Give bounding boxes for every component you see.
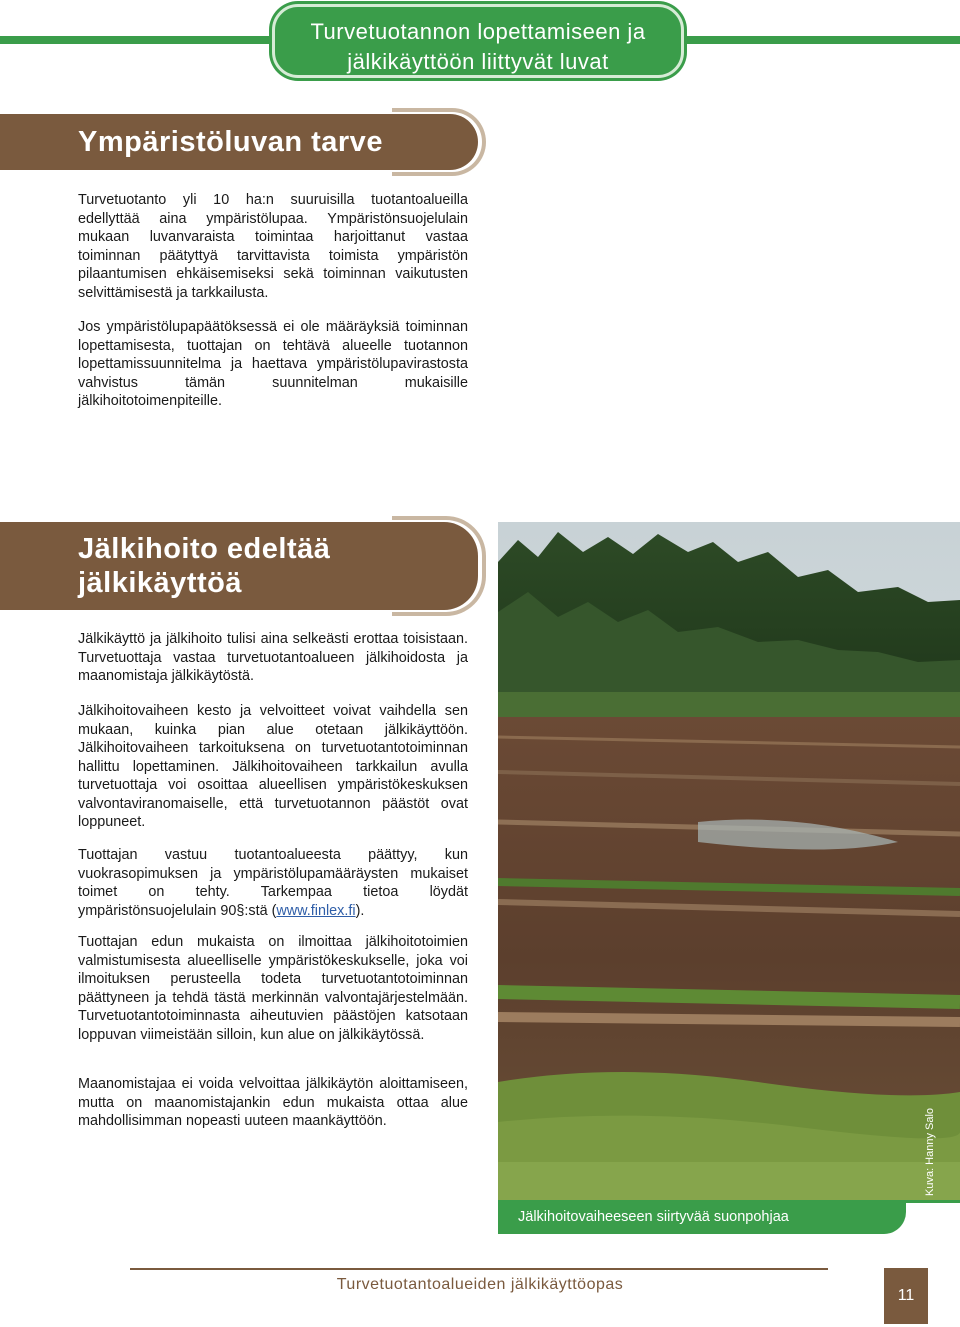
finlex-link[interactable]: www.finlex.fi xyxy=(276,902,356,919)
paragraph xyxy=(78,846,468,920)
footer-rule xyxy=(130,1268,828,1270)
chapter-badge xyxy=(272,4,684,78)
header-outline xyxy=(392,516,486,616)
photo-caption xyxy=(498,1200,906,1234)
paragraph: Jos ympäristölupapäätöksessä ei ole määräyksiä toiminnan lopettamisesta, tuottajan on tehtävä alueelle tuotannon lopettamissuunnitelma ja haettava ympäristölupavirastosta vahvistus tämän suunnitelman mukaisille jälkihoitotoimenpiteille. xyxy=(78,319,468,409)
paragraph-text: Tuottajan vastuu tuotantoalueesta päättyy, kun vuokrasopimuksen ja ympäristölupamääräysten mukaiset toimet on tehty. Tarkempaa tietoa löydät ympäristönsuojelulain 90§:stä ( xyxy=(78,847,468,919)
footer-title: Turvetuotantoalueiden jälkikäyttöopas xyxy=(336,1276,624,1293)
header-outline xyxy=(392,108,486,176)
photo-credit: Kuva: Hanny Salo xyxy=(924,1107,936,1196)
caption-text: Jälkihoitovaiheeseen siirtyvää suonpohjaa xyxy=(518,1209,789,1225)
section-header-aftercare xyxy=(0,522,478,610)
section-title-line1: Jälkihoito edeltää xyxy=(78,533,331,565)
page-number: 11 xyxy=(884,1268,928,1324)
section-title xyxy=(78,532,330,600)
paragraph: Maanomistajaa ei voida velvoittaa jälkikäytön aloittamiseen, mutta on maanomistajankin edun mukaista ottaa alue mahdollisimman nopeasti uuteen maankäyttöön. xyxy=(78,1076,468,1129)
section-title: Ympäristöluvan tarve xyxy=(78,126,383,158)
section-header-environment-permit xyxy=(0,114,478,170)
chapter-title-line2: jälkikäyttöön liittyvät luvat xyxy=(347,49,609,74)
paragraph: Jälkikäyttö ja jälkihoito tulisi aina selkeästi erottaa toisistaan. Turvetuottaja vastaa turvetuotantoalueen jälkihoidosta ja maanomistaja jälkikäytöstä. xyxy=(78,631,468,684)
peat-field-photo xyxy=(498,522,960,1200)
paragraph: Tuottajan edun mukaista on ilmoittaa jälkihoitotoimien valmistumisesta alueelliselle ympäristökeskukselle, joka voi ilmoituksen perusteella todeta turvetuotantotoiminnan päättyneen ja tehdä tästä merkinnän valvontajärjestelmään. Turvetuotantotoiminnasta aiheutuvien päästöjen katsotaan loppuvan viimeistään silloin, kun alue on jälkikäytössä. xyxy=(78,934,468,1043)
chapter-title-line1: Turvetuotannon lopettamiseen ja xyxy=(310,19,646,44)
paragraph: Jälkihoitovaiheen kesto ja velvoitteet voivat vaihdella sen mukaan, kuinka pian alue otetaan jälkikäyttöön. Jälkihoitovaiheen tarkoituksena on turvetuotantotoiminnan hallittu lopettaminen. Jälkihoitovaiheen tarkkailun avulla turvetuottaja voi osoittaa alueellisen ympäristökeskuksen valvontaviranomaiselle, että turvetuotannon päästöt ovat loppuneet. xyxy=(78,703,468,830)
paragraph-text: ). xyxy=(355,902,365,919)
section-title-line2: jälkikäyttöä xyxy=(78,567,242,599)
paragraph: Turvetuotanto yli 10 ha:n suuruisilla tuotantoalueilla edellyttää aina ympäristölupaa. Ympäristönsuojelulain mukaan luvanvaraista toimintaa harjoittanut vastaa toiminnan päätyttyä tarvittavista toimista ympäristön pilaantumisen ehkäisemiseksi sekä toiminnan vaikutusten selvittämisestä ja tarkkailusta. xyxy=(78,192,468,301)
